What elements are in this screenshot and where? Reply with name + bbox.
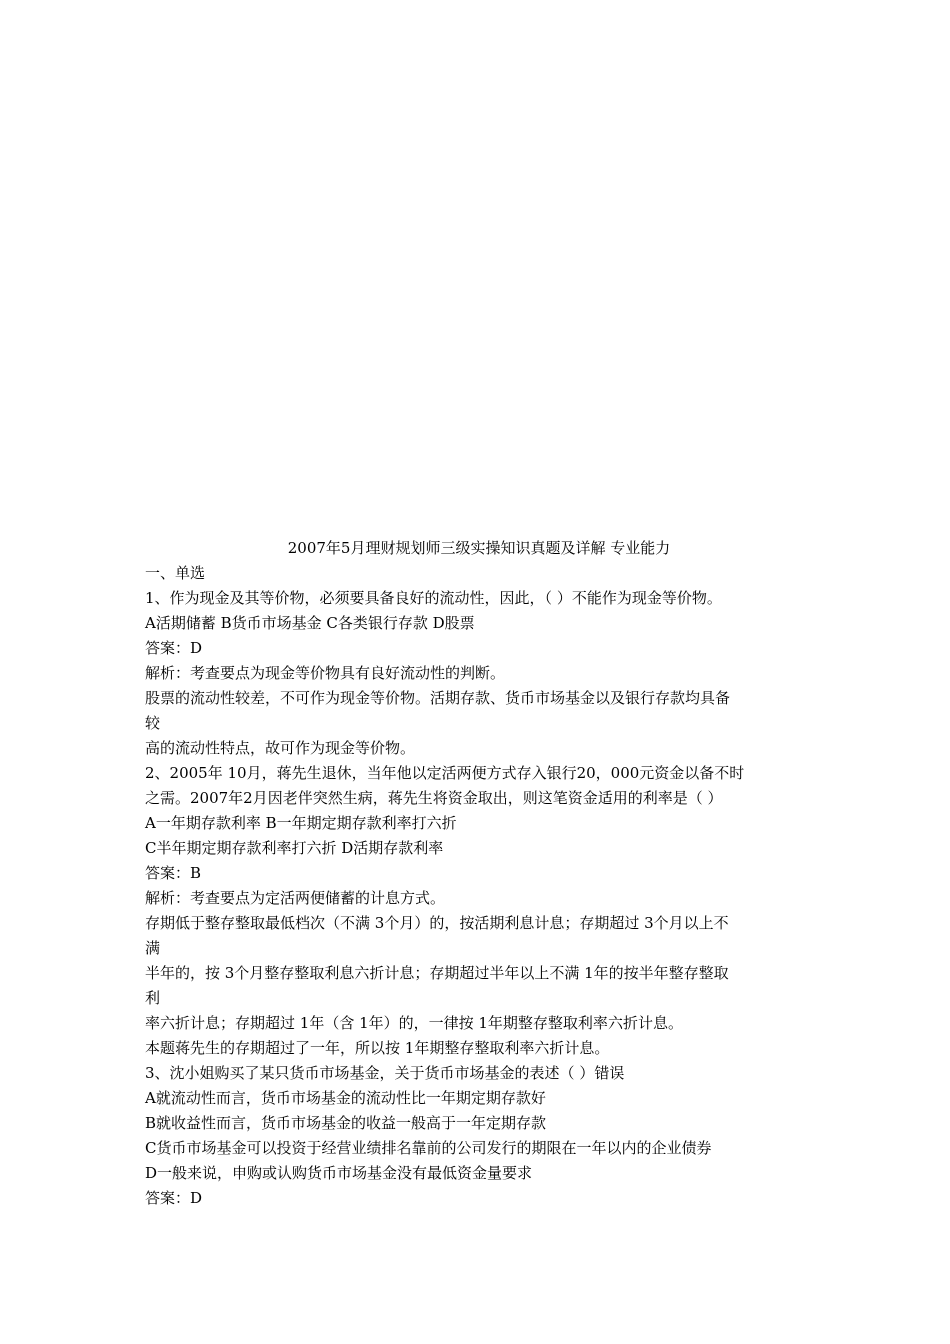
question-2-explanation-line-3: 半年的，按 3个月整存整取利息六折计息；存期超过半年以上不满 1年的按半年整存整取 <box>145 964 729 982</box>
question-2-explanation-line-1: 存期低于整存整取最低档次（不满 3个月）的，按活期利息计息；存期超过 3个月以上不 <box>145 914 729 932</box>
question-3: 3、沈小姐购买了某只货币市场基金，关于货币市场基金的表述（ ）错误 <box>145 1064 625 1082</box>
question-2-explanation-line-2: 满 <box>145 939 161 957</box>
question-1-explanation-line-3: 高的流动性特点，故可作为现金等价物。 <box>145 739 416 757</box>
question-2-line-2: 之需。2007年2月因老伴突然生病，蒋先生将资金取出，则这笔资金适用的利率是（ ） <box>145 789 723 807</box>
question-2-explanation-line-5: 率六折计息；存期超过 1年（含 1年）的，一律按 1年期整存整取利率六折计息。 <box>145 1014 683 1032</box>
question-2-explanation-line-4: 利 <box>145 989 161 1007</box>
question-3-option-a: A就流动性而言，货币市场基金的流动性比一年期定期存款好 <box>145 1089 546 1107</box>
question-3-option-d: D一般来说，申购或认购货币市场基金没有最低资金量要求 <box>145 1164 533 1182</box>
question-2-explanation-line-6: 本题蒋先生的存期超过了一年，所以按 1年期整存整取利率六折计息。 <box>145 1039 610 1057</box>
question-3-option-b: B就收益性而言，货币市场基金的收益一般高于一年定期存款 <box>145 1114 547 1132</box>
question-1-options: A活期储蓄 B货币市场基金 C各类银行存款 D股票 <box>145 614 475 632</box>
question-2-options-line-2: C半年期定期存款利率打六折 D活期存款利率 <box>145 839 444 857</box>
question-3-answer: 答案：D <box>145 1189 203 1207</box>
question-2-analysis: 解析：考查要点为定活两便储蓄的计息方式。 <box>145 889 446 907</box>
document-body <box>145 536 813 1211</box>
question-1: 1、作为现金及其等价物，必须要具备良好的流动性，因此，（ ）不能作为现金等价物。 <box>145 589 722 607</box>
question-3-option-c: C货币市场基金可以投资于经营业绩排名靠前的公司发行的期限在一年以内的企业债券 <box>145 1139 712 1157</box>
question-2-answer: 答案：B <box>145 864 202 882</box>
question-2-options-line-1: A一年期存款利率 B一年期定期存款利率打六折 <box>145 814 457 832</box>
document-title: 2007年5月理财规划师三级实操知识真题及详解 专业能力 <box>287 539 671 557</box>
question-1-answer: 答案：D <box>145 639 203 657</box>
question-1-explanation-line-1: 股票的流动性较差，不可作为现金等价物。活期存款、货币市场基金以及银行存款均具备 <box>145 689 731 707</box>
section-heading: 一、单选 <box>145 564 206 582</box>
question-1-explanation-line-2: 较 <box>145 714 161 732</box>
question-2-line-1: 2、2005年 10月，蒋先生退休，当年他以定活两便方式存入银行20，000元资金以备不时 <box>145 764 745 782</box>
question-1-analysis: 解析：考查要点为现金等价物具有良好流动性的判断。 <box>145 664 506 682</box>
